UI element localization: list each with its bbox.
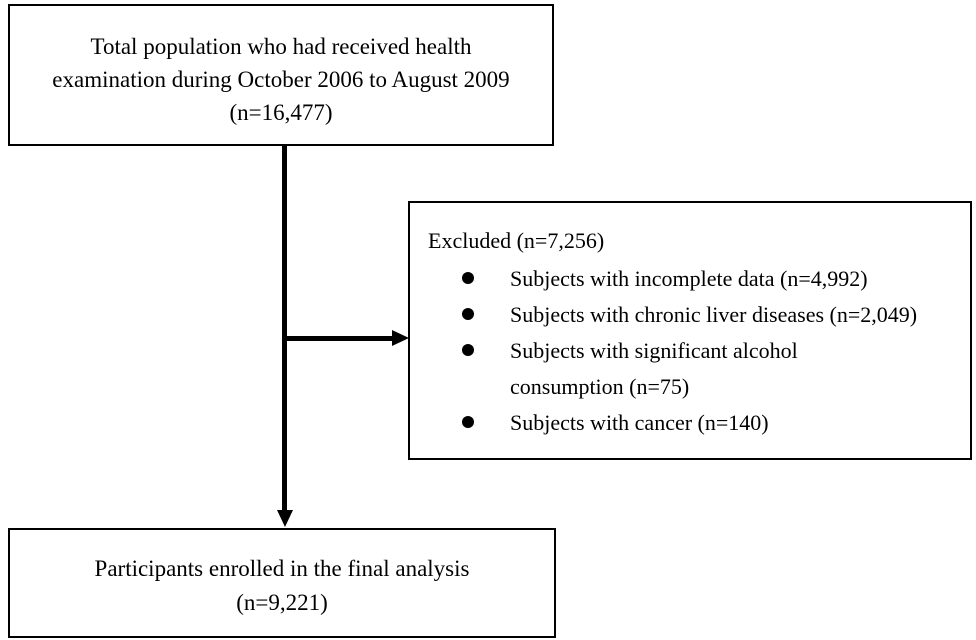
exclusion-item-text: Subjects with significant alcohol [510,338,798,363]
total-population-line-2: examination during October 2006 to August 2009 [52,67,510,92]
exclusion-item-incomplete-data [428,261,970,297]
exclusion-item-text: Subjects with chronic liver diseases (n=2,049) [510,302,918,327]
exclusion-item-alcohol [428,333,970,405]
exclusion-item-text: Subjects with cancer (n=140) [510,410,769,435]
bullet-icon [462,344,474,356]
main-flow-line [282,146,287,512]
exclusion-branch-line [287,336,393,341]
total-population-count: (n=16,477) [229,100,333,125]
exclusion-item-chronic-liver [428,297,970,333]
exclusion-box [408,201,972,460]
exclusion-list [428,261,970,441]
total-population-box [8,4,554,146]
arrow-down-icon [277,510,293,527]
arrow-right-icon [392,330,409,346]
exclusion-item-text-continued: consumption (n=75) [510,374,690,399]
exclusion-item-text: Subjects with incomplete data (n=4,992) [510,266,868,291]
total-population-line-1: Total population who had received health [90,34,472,59]
exclusion-item-cancer [428,405,970,441]
final-analysis-label: Participants enrolled in the final analysis [94,556,470,581]
bullet-icon [462,416,474,428]
final-analysis-box [8,528,556,638]
exclusion-title: Excluded (n=7,256) [428,228,605,253]
final-analysis-count: (n=9,221) [236,590,328,615]
bullet-icon [462,308,474,320]
bullet-icon [462,272,474,284]
